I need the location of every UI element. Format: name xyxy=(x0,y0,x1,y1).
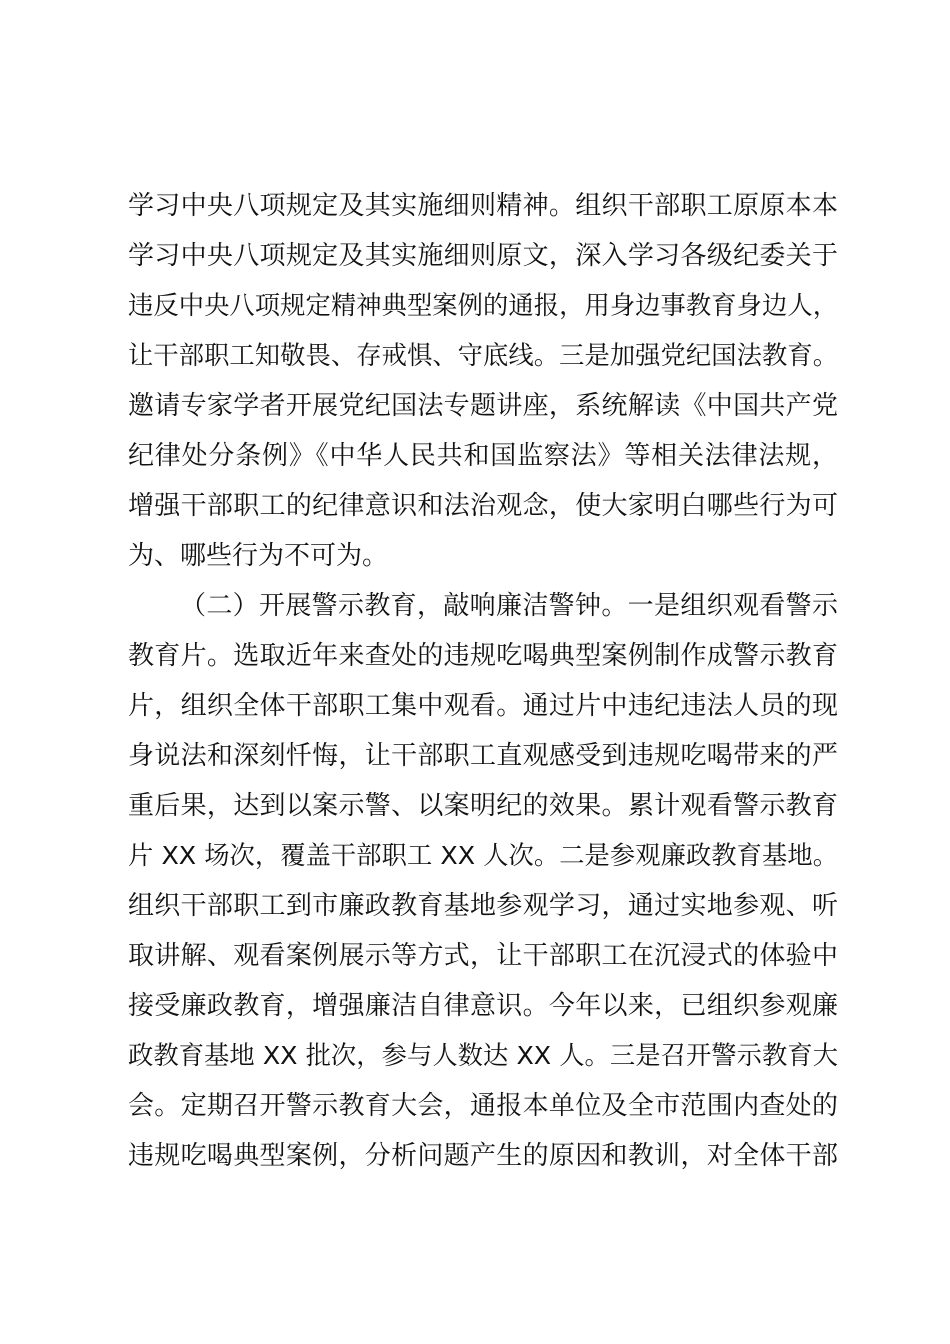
text-line: 取讲解、观看案例展示等方式，让干部职工在沉浸式的体验中 xyxy=(128,941,838,971)
text-line: 身说法和深刻忏悔，让干部职工直观感受到违规吃喝带来的严 xyxy=(128,741,838,771)
body-text xyxy=(128,181,838,1181)
text-line: 邀请专家学者开展党纪国法专题讲座，系统解读《中国共产党 xyxy=(128,391,838,421)
text-line: 会。定期召开警示教育大会，通报本单位及全市范围内查处的 xyxy=(128,1091,838,1121)
text-line: 组织干部职工到市廉政教育基地参观学习，通过实地参观、听 xyxy=(128,891,838,921)
text-line: 违反中央八项规定精神典型案例的通报，用身边事教育身边人， xyxy=(128,291,838,320)
text-line: 学习中央八项规定及其实施细则原文，深入学习各级纪委关于 xyxy=(128,241,838,271)
text-line: 片 XX 场次，覆盖干部职工 XX 人次。二是参观廉政教育基地。 xyxy=(128,841,838,870)
text-line: 为、哪些行为不可为。 xyxy=(128,541,389,571)
text-line: 片，组织全体干部职工集中观看。通过片中违纪违法人员的现 xyxy=(128,691,838,721)
text-line: 教育片。选取近年来查处的违规吃喝典型案例制作成警示教育 xyxy=(128,641,838,671)
text-line: 重后果，达到以案示警、以案明纪的效果。累计观看警示教育 xyxy=(128,791,838,821)
text-line: 让干部职工知敬畏、存戒惧、守底线。三是加强党纪国法教育。 xyxy=(128,341,838,370)
text-line: 违规吃喝典型案例，分析问题产生的原因和教训，对全体干部 xyxy=(128,1141,838,1171)
text-line: 增强干部职工的纪律意识和法治观念，使大家明白哪些行为可 xyxy=(128,491,838,521)
text-line: 政教育基地 XX 批次，参与人数达 XX 人。三是召开警示教育大 xyxy=(128,1041,838,1070)
text-line: 纪律处分条例》《中华人民共和国监察法》等相关法律法规， xyxy=(128,441,838,471)
section-heading-line: （二）开展警示教育，敲响廉洁警钟。一是组织观看警示 xyxy=(180,591,838,621)
text-line: 学习中央八项规定及其实施细则精神。组织干部职工原原本本 xyxy=(128,191,838,221)
text-line: 接受廉政教育，增强廉洁自律意识。今年以来，已组织参观廉 xyxy=(128,991,838,1021)
